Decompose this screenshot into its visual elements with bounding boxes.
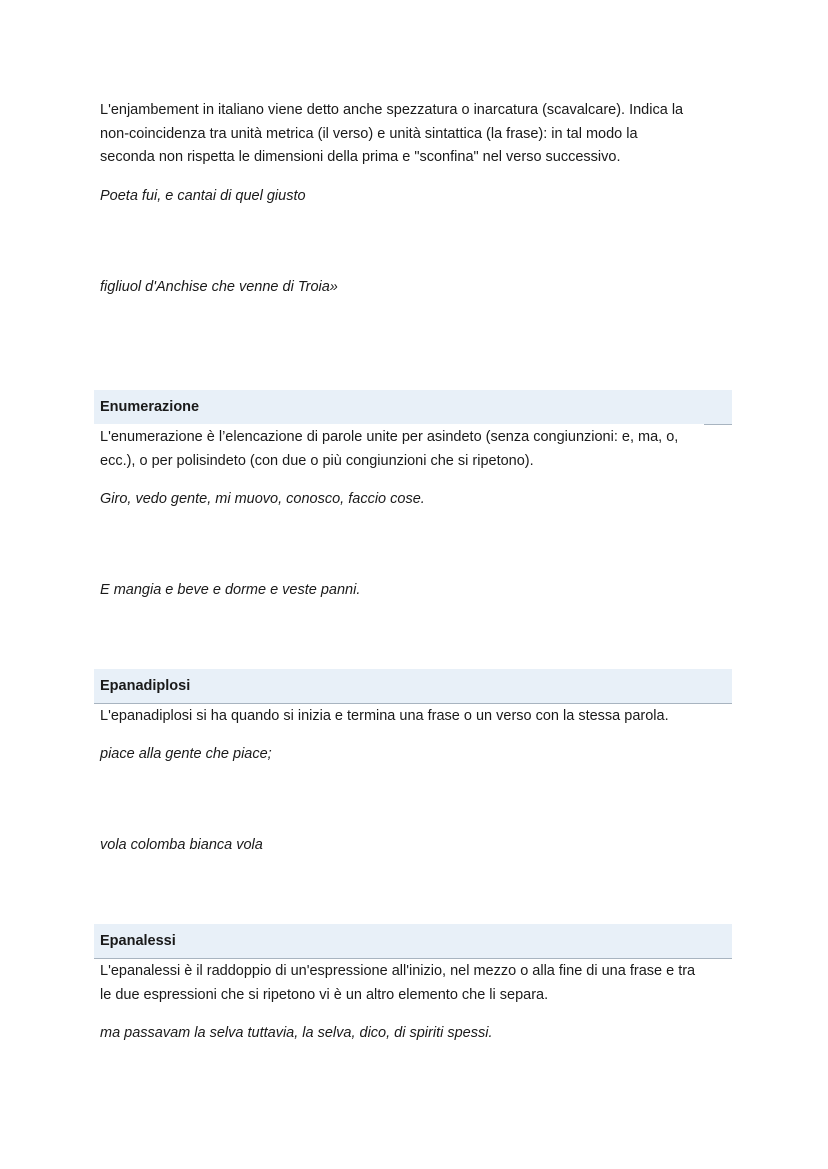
enjambement-example-1: Poeta fui, e cantai di quel giusto	[100, 188, 306, 204]
enumerazione-example-2: E mangia e beve e dorme e veste panni.	[100, 582, 361, 598]
enumerazione-description	[100, 426, 730, 473]
section-heading-epanalessi	[94, 924, 732, 958]
epanalessi-description-line: le due espressioni che si ripetono vi è un altro elemento che li separa.	[100, 986, 549, 1003]
section-divider	[94, 703, 732, 704]
enjambement-description-line: L'enjambement in italiano viene detto anche spezzatura o inarcatura (scavalcare). Indica la	[100, 102, 684, 118]
epanadiplosi-description	[100, 705, 730, 729]
epanalessi-description-line: L'epanalessi è il raddoppio di un'espressione all'inizio, nel mezzo o alla fine di una frase e tra	[100, 963, 696, 979]
enjambement-description-line: seconda non rispetta le dimensioni della prima e "sconfina" nel verso successivo.	[100, 149, 621, 165]
epanalessi-description	[100, 960, 730, 1007]
enumerazione-description-line: ecc.), o per polisindeto (con due o più congiunzioni che si ripetono).	[100, 452, 534, 469]
epanalessi-example-1: ma passavam la selva tuttavia, la selva, dico, di spiriti spessi.	[100, 1025, 493, 1041]
section-divider	[704, 424, 732, 425]
enumerazione-description-line: L'enumerazione è l’elencazione di parole unite per asindeto (senza congiunzioni: e, ma, o,	[100, 429, 679, 445]
enjambement-description-line: non-coincidenza tra unità metrica (il verso) e unità sintattica (la frase): in tal modo la	[100, 125, 638, 142]
section-divider	[94, 958, 732, 959]
section-heading-text: Epanadiplosi	[100, 678, 191, 694]
epanadiplosi-example-1: piace alla gente che piace;	[100, 746, 272, 762]
section-heading-enumerazione	[94, 390, 732, 424]
enjambement-description	[100, 99, 730, 170]
section-heading-epanadiplosi	[94, 669, 732, 703]
section-heading-text: Enumerazione	[100, 399, 200, 415]
section-heading-text: Epanalessi	[100, 933, 176, 949]
enjambement-example-2: figliuol d'Anchise che venne di Troia»	[100, 279, 338, 295]
epanadiplosi-example-2: vola colomba bianca vola	[100, 837, 263, 853]
epanadiplosi-description-line: L'epanadiplosi si ha quando si inizia e termina una frase o un verso con la stessa parola.	[100, 708, 669, 724]
enumerazione-example-1: Giro, vedo gente, mi muovo, conosco, faccio cose.	[100, 491, 425, 507]
